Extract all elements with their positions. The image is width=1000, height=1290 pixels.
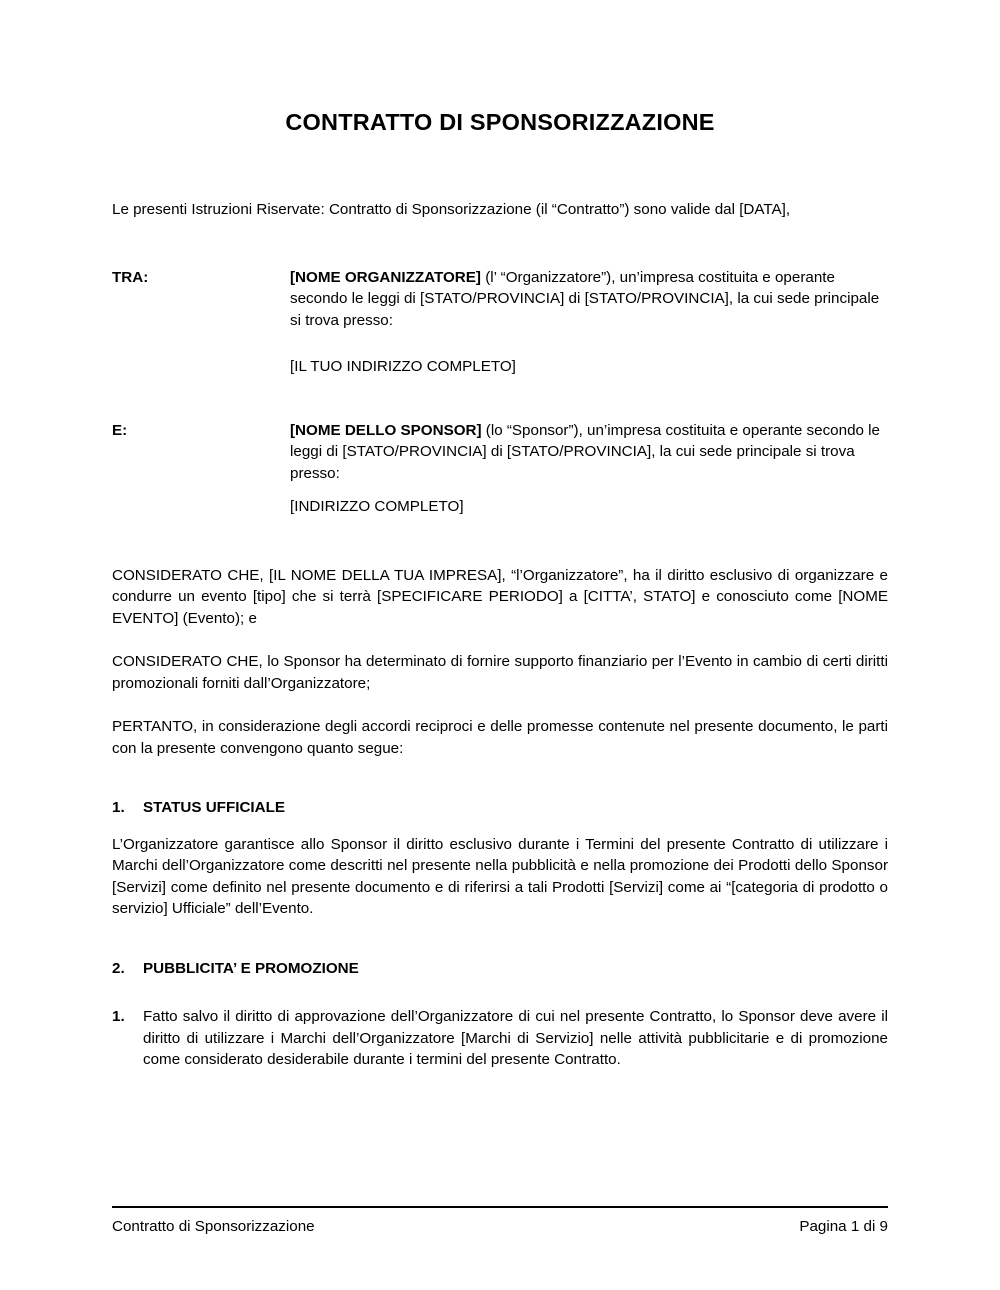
footer-row: [112, 1217, 888, 1237]
footer-document-name: Contratto di Sponsorizzazione: [112, 1218, 315, 1235]
intro-paragraph: Le presenti Istruzioni Riservate: Contratto di Sponsorizzazione (il “Contratto”) sono valide dal [DATA],: [112, 201, 791, 219]
party-body-sponsor: [290, 420, 888, 518]
recital-paragraph-3: PERTANTO, in considerazione degli accordi reciproci e delle promesse contenute nel presente documento, le parti con la presente convengono quanto segue:: [112, 718, 888, 757]
section-title-2: PUBBLICITA’ E PROMOZIONE: [143, 959, 359, 977]
party-label-e: E:: [112, 421, 128, 439]
footer-page-number: Pagina 1 di 9: [799, 1218, 888, 1235]
recital-paragraph-2: CONSIDERATO CHE, lo Sponsor ha determinato di fornire supporto finanziario per l’Evento in cambio di certi diritti promozionali forniti dall’Organizzatore;: [112, 653, 888, 692]
party-address-organizer: [IL TUO INDIRIZZO COMPLETO]: [290, 358, 516, 376]
section-heading-2: [112, 958, 888, 980]
section-number-2: 2.: [112, 959, 125, 977]
party-address-sponsor: [INDIRIZZO COMPLETO]: [290, 498, 464, 516]
section-number-1: 1.: [112, 799, 125, 817]
party-block-organizer: [112, 267, 888, 378]
footer-divider: [112, 1206, 888, 1208]
party-name-organizer: [NOME ORGANIZZATORE]: [290, 268, 481, 286]
section-title-1: STATUS UFFICIALE: [143, 799, 286, 817]
document-content: [112, 0, 888, 1071]
party-description-sponsor: [290, 420, 888, 485]
sub-item-number-2-1: 1.: [112, 1008, 125, 1026]
recital-paragraph-1: CONSIDERATO CHE, [IL NOME DELLA TUA IMPRESA], “l’Organizzatore”, ha il diritto esclusivo di organizzare e condurre un evento [tipo] che si terrà [SPECIFICARE PERIODO] a [CITTA’, STATO] e conosciuto come [NOME EVENTO] (Evento); e: [112, 566, 888, 627]
page-footer: [112, 1206, 888, 1237]
party-description-text-sponsor: (lo “Sponsor”), un’impresa costituita e operante secondo le leggi di [STATO/PROVINCIA] di [STATO/PROVINCIA], la cui sede principale si trova presso:: [290, 421, 881, 482]
party-body-organizer: [290, 267, 888, 378]
page-title: CONTRATTO DI SPONSORIZZAZIONE: [285, 109, 715, 135]
party-block-sponsor: [112, 420, 888, 518]
party-name-sponsor: [NOME DELLO SPONSOR]: [290, 421, 482, 439]
party-description-organizer: [290, 267, 888, 332]
party-description-text-organizer: (l’ “Organizzatore”), un’impresa costituita e operante secondo le leggi di [STATO/PROVINCIA] di [STATO/PROVINCIA], la cui sede principale si trova presso:: [290, 268, 880, 329]
section-body-1: L’Organizzatore garantisce allo Sponsor il diritto esclusivo durante i Termini del presente Contratto di utilizzare i Marchi dell’Organizzatore come descritti nel presente nella pubblicità e nella promozione dei Prodotti dello Sponsor [Servizi] come definito nel presente documento e di riferirsi a tali Prodotti [Servizi] come ai “[categoria di prodotto o servizio] Ufficiale” dell’Evento.: [112, 835, 888, 918]
sub-item-body-2-1: Fatto salvo il diritto di approvazione dell’Organizzatore di cui nel presente Contratto, lo Sponsor deve avere il diritto di utilizzare i Marchi dell’Organizzatore [Marchi di Servizio] nelle attività pubblicitarie e di promozione come considerato desiderabile durante i termini del presente Contratto.: [143, 1008, 888, 1069]
party-label-tra: TRA:: [112, 268, 149, 286]
section-heading-1: [112, 797, 888, 819]
